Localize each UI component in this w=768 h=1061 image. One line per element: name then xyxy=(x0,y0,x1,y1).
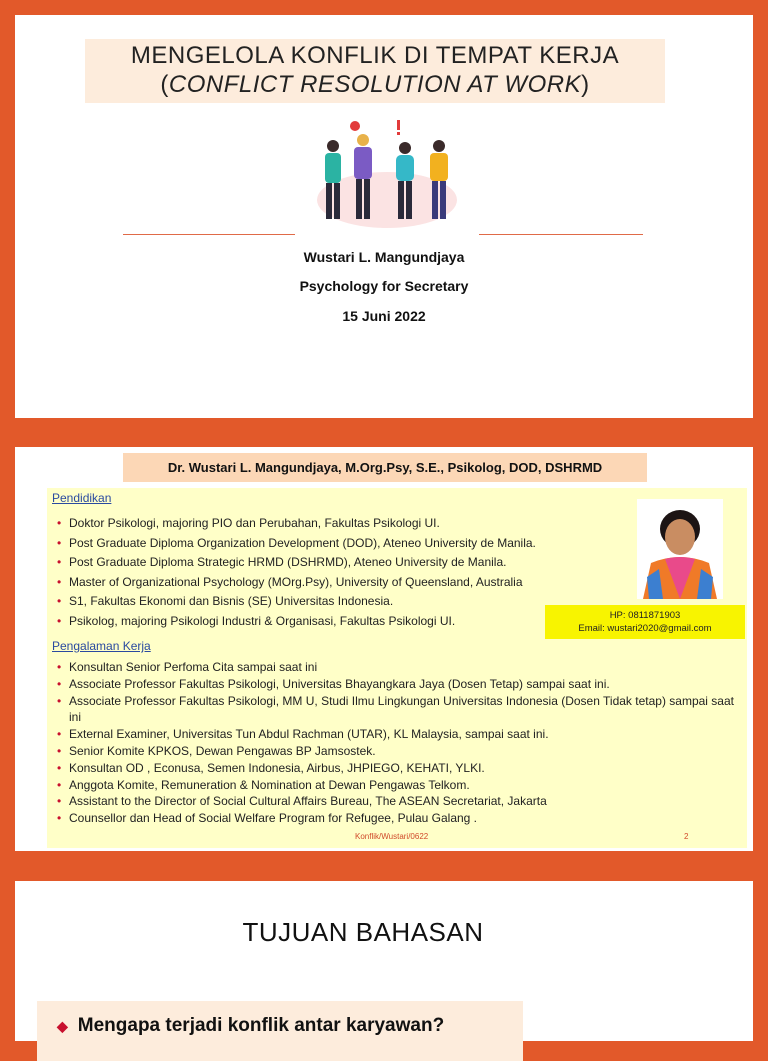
slide-footer: Konflik/Wustari/0622 xyxy=(355,832,429,841)
page-number: 2 xyxy=(684,832,689,841)
title-line-2: (CONFLICT RESOLUTION AT WORK) xyxy=(160,71,590,98)
education-heading: Pendidikan xyxy=(52,491,112,505)
slide-profile xyxy=(15,447,753,851)
objective-box xyxy=(37,1001,523,1061)
slide-title: TUJUAN BAHASAN xyxy=(242,917,484,947)
name-banner: Dr. Wustari L. Mangundjaya, M.Org.Psy, S.E., Psikolog, DOD, DSHRMD xyxy=(123,453,647,482)
list-item: • Post Graduate Diploma Organization Development (DOD), Ateneo University de Manila. xyxy=(55,534,615,554)
education-list xyxy=(55,514,615,632)
experience-list xyxy=(55,659,745,827)
list-item: • Counsellor dan Head of Social Welfare Program for Refugee, Pulau Galang . xyxy=(55,810,745,827)
list-item: • Post Graduate Diploma Strategic HRMD (DSHRMD), Ateneo University de Manila. xyxy=(55,553,615,573)
objective-text: Mengapa terjadi konflik antar karyawan? xyxy=(77,1015,445,1036)
list-item: • Konsultan Senior Perfoma Cita sampai saat ini xyxy=(55,659,745,676)
list-item: • External Examiner, Universitas Tun Abdul Rachman (UTAR), KL Malaysia, sampai saat ini. xyxy=(55,726,745,743)
slide-objectives xyxy=(15,881,753,1041)
list-item: • Associate Professor Fakultas Psikologi, Universitas Bhayangkara Jaya (Dosen Tetap) sampai saat ini. xyxy=(55,676,745,693)
slide-title xyxy=(15,15,753,418)
title-line-1: MENGELOLA KONFLIK DI TEMPAT KERJA xyxy=(130,42,620,69)
list-item: • Konsultan OD , Econusa, Semen Indonesia, Airbus, JHPIEGO, KEHATI, YLKI. xyxy=(55,760,745,777)
presentation-date: 15 Juni 2022 xyxy=(342,308,426,324)
list-item: • Associate Professor Fakultas Psikologi, MM U, Studi Ilmu Lingkungan Universitas Indonesia (Dosen Tidak tetap) sampai saat ini xyxy=(55,693,745,727)
divider-right xyxy=(479,234,643,235)
list-item: • Senior Komite KPKOS, Dewan Pengawas BP Jamsostek. xyxy=(55,743,745,760)
divider-left xyxy=(123,234,295,235)
experience-heading: Pengalaman Kerja xyxy=(52,639,151,653)
title-box xyxy=(85,39,665,103)
contact-box xyxy=(545,605,745,639)
bullet-diamond-icon: ◆ xyxy=(57,1018,68,1034)
list-item: • S1, Fakultas Ekonomi dan Bisnis (SE) Universitas Indonesia. xyxy=(55,592,615,612)
list-item: • Assistant to the Director of Social Cultural Affairs Bureau, The ASEAN Secretariat, Jakarta xyxy=(55,793,745,810)
portrait-photo-icon xyxy=(637,499,723,599)
author-name: Wustari L. Mangundjaya xyxy=(303,249,465,265)
contact-phone: HP: 0811871903 xyxy=(609,610,681,621)
contact-email: Email: wustari2020@gmail.com xyxy=(578,623,712,634)
list-item: • Psikolog, majoring Psikologi Industri & Organisasi, Fakultas Psikologi UI. xyxy=(55,612,615,632)
arguing-people-illustration-icon xyxy=(315,118,465,230)
list-item: • Anggota Komite, Remuneration & Nomination at Dewan Pengawas Telkom. xyxy=(55,777,745,794)
objective-bullet xyxy=(57,1015,444,1037)
list-item: • Master of Organizational Psychology (MOrg.Psy), University of Queensland, Australia xyxy=(55,573,615,593)
course-name: Psychology for Secretary xyxy=(299,278,469,294)
list-item: • Doktor Psikologi, majoring PIO dan Perubahan, Fakultas Psikologi UI. xyxy=(55,514,615,534)
